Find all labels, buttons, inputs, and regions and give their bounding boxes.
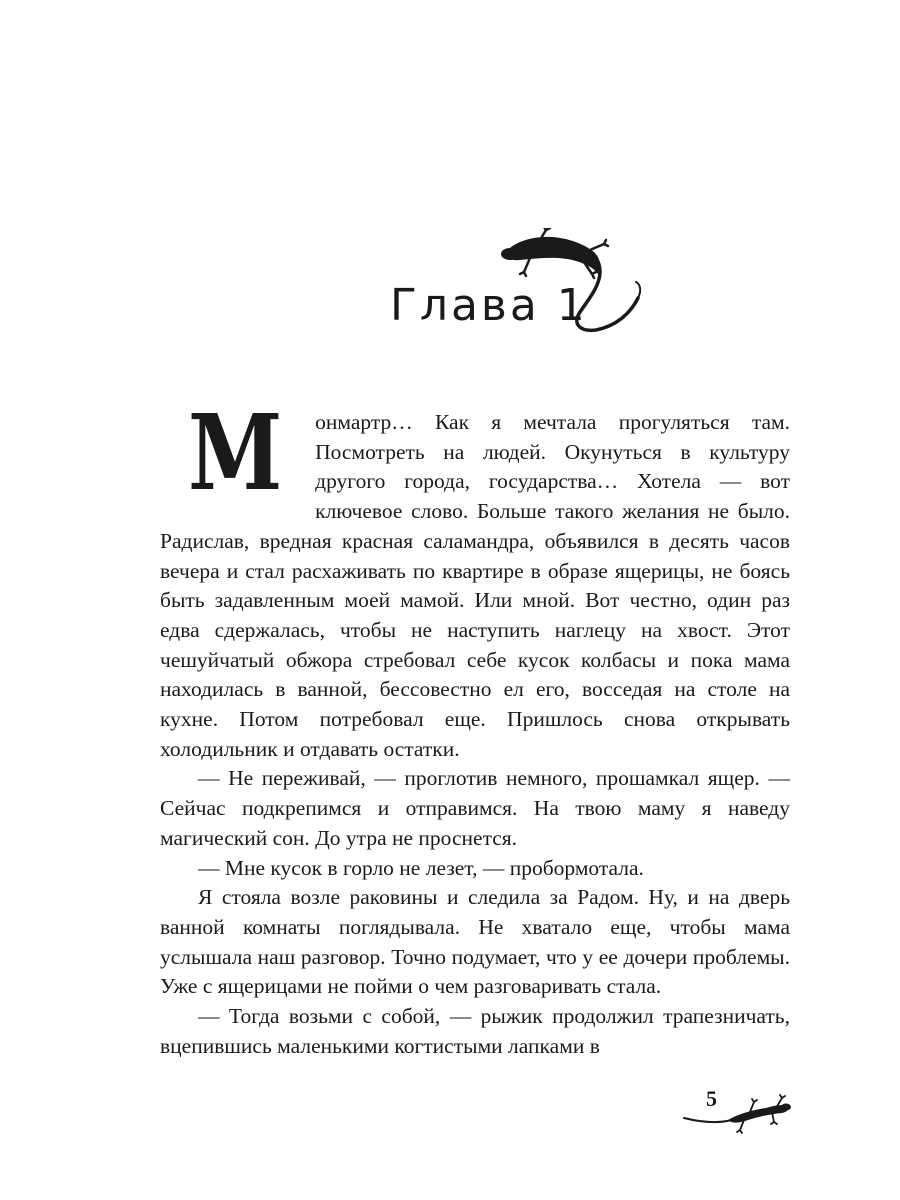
page-number: 5 — [706, 1086, 717, 1111]
page-footer — [680, 1078, 800, 1138]
chapter-title: Глава 1 — [390, 280, 588, 331]
paragraph: — Тогда возьми с собой, — рыжик продолжил трапезничать, вцепившись маленькими когтистыми лапками в — [160, 1004, 790, 1058]
lizard-icon — [680, 1092, 792, 1136]
paragraph-text: онмартр… Как я мечтала прогуляться там. Посмотреть на людей. Окунуться в культуру другого города, государства… Хотела — вот ключевое слово. Больше такого желания не было. Радислав, вредная красная саламандра, объявился в десять часов вечера и стал расхаживать по квартире в образе ящерицы, не боясь быть задавленным моей мамой. Или мной. Вот честно, один раз едва сдержалась, чтобы не наступить наглецу на хвост. Этот чешуйчатый обжора стребовал себе кусок колбасы и пока мама находилась в ванной, бессовестно ел его, восседая на столе на кухне. Потом потребовал еще. Пришлось снова открывать холодильник и отдавать остатки. — [160, 410, 790, 761]
drop-cap: М — [188, 391, 283, 514]
paragraph: Я стояла возле раковины и следила за Радом. Ну, и на дверь ванной комнаты поглядывала. Не хватало еще, чтобы мама услышала наш разговор. Точно подумает, что у ее дочери проблемы. Уже с ящерицами не пойми о чем разговаривать стала. — [160, 885, 790, 999]
paragraph: — Мне кусок в горло не лезет, — пробормотала. — [198, 855, 644, 880]
paragraph — [160, 391, 790, 764]
chapter-heading — [0, 228, 900, 368]
body-text — [160, 391, 790, 1061]
paragraph: — Не переживай, — проглотив немного, прошамкал ящер. — Сейчас подкрепимся и отправимся. На твою маму я наведу магический сон. До утра не проснется. — [160, 766, 790, 850]
lizard-icon — [500, 228, 660, 338]
